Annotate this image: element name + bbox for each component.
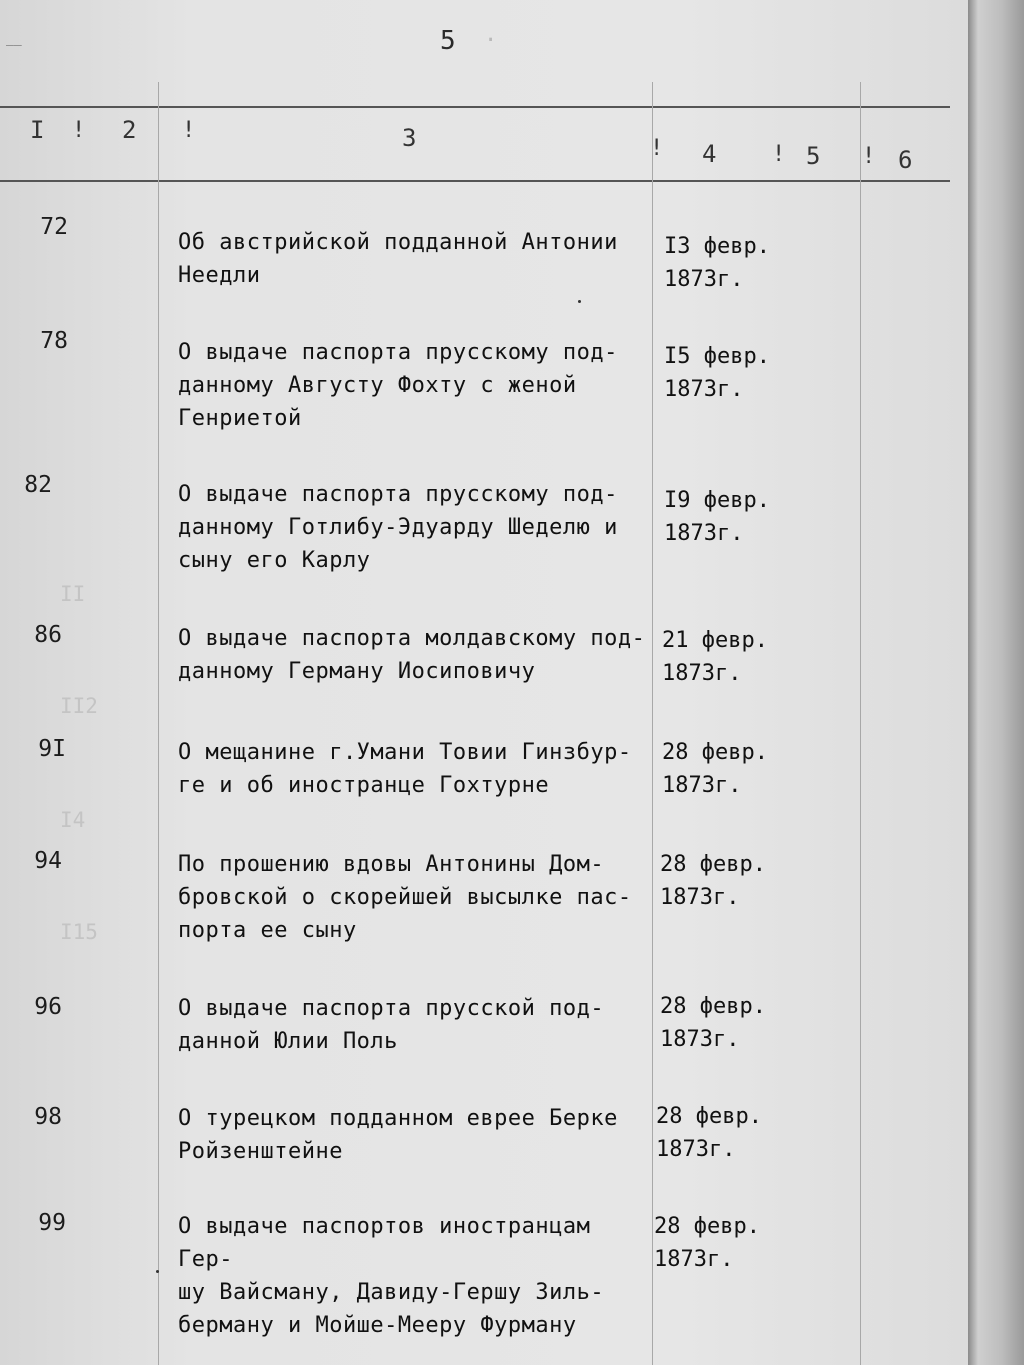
entry-number: 94	[34, 848, 62, 874]
entry-date: 21 февр. 1873г.	[662, 628, 768, 686]
column-separator: !	[650, 136, 664, 161]
bleed-through-mark: I4	[60, 808, 86, 832]
column-rule	[158, 82, 159, 1365]
column-header-5: 5	[806, 142, 821, 170]
column-header-1: I	[30, 116, 45, 144]
bleed-through-mark: ·	[484, 28, 498, 53]
entry-date: I5 февр. 1873г.	[664, 344, 770, 402]
entry-date: 28 февр. 1873г.	[660, 852, 766, 910]
column-header-2: 2	[122, 116, 137, 144]
entry-date: 28 февр. 1873г.	[656, 1104, 762, 1162]
corner-bleed-mark: ——	[6, 38, 22, 53]
entry-description: Об австрийской подданной Антонии Неедли	[178, 230, 618, 288]
entry-number: 82	[24, 472, 52, 498]
column-separator: !	[772, 142, 786, 167]
ink-speck	[578, 300, 581, 303]
ink-speck	[156, 1270, 159, 1273]
column-separator: !	[182, 118, 196, 143]
entry-description: О мещанине г.Умани Товии Гинзбур- ге и об иностранце Гохтурне	[178, 740, 632, 798]
entry-number: 72	[40, 214, 68, 240]
entry-number: 98	[34, 1104, 62, 1130]
page-edge-shadow	[968, 0, 1024, 1365]
entry-description: О выдаче паспорта молдавскому под- данному Герману Иосиповичу	[178, 626, 646, 684]
entry-description: О выдаче паспорта прусскому под- данному Готлибу-Эдуарду Шеделю и сыну его Карлу	[178, 482, 618, 573]
column-header-3: 3	[402, 124, 417, 152]
header-top-rule	[0, 106, 950, 108]
entry-number: 96	[34, 994, 62, 1020]
bleed-through-mark: II	[60, 582, 86, 606]
column-separator: !	[72, 118, 86, 143]
column-header-6: 6	[898, 146, 913, 174]
entry-date: 28 февр. 1873г.	[660, 994, 766, 1052]
bleed-through-mark: II2	[60, 694, 98, 718]
column-rule	[860, 82, 861, 1365]
entry-description: О турецком подданном еврее Берке Ройзенштейне	[178, 1106, 618, 1164]
header-bottom-rule	[0, 180, 950, 182]
entry-description: О выдаче паспортов иностранцам Гер- шу Вайсману, Давиду-Гершу Зиль- берману и Мойше-Мееру Фурману	[178, 1214, 605, 1338]
entry-date: I3 февр. 1873г.	[664, 234, 770, 292]
entry-date: I9 февр. 1873г.	[664, 488, 770, 546]
entry-description: По прошению вдовы Антонины Дом- бровской о скорейшей высылке пас- порта ее сыну	[178, 852, 632, 943]
entry-description: О выдаче паспорта прусскому под- данному Августу Фохту с женой Генриетой	[178, 340, 618, 431]
entry-number: 9I	[38, 736, 66, 762]
entry-description: О выдаче паспорта прусской под- данной Юлии Поль	[178, 996, 605, 1054]
entry-number: 78	[40, 328, 68, 354]
column-header-4: 4	[702, 140, 717, 168]
entry-number: 86	[34, 622, 62, 648]
column-separator: !	[862, 144, 876, 169]
entry-number: 99	[38, 1210, 66, 1236]
bleed-through-mark: I15	[60, 920, 98, 944]
entry-date: 28 февр. 1873г.	[654, 1214, 760, 1272]
entry-date: 28 февр. 1873г.	[662, 740, 768, 798]
page-number: 5	[440, 26, 456, 56]
